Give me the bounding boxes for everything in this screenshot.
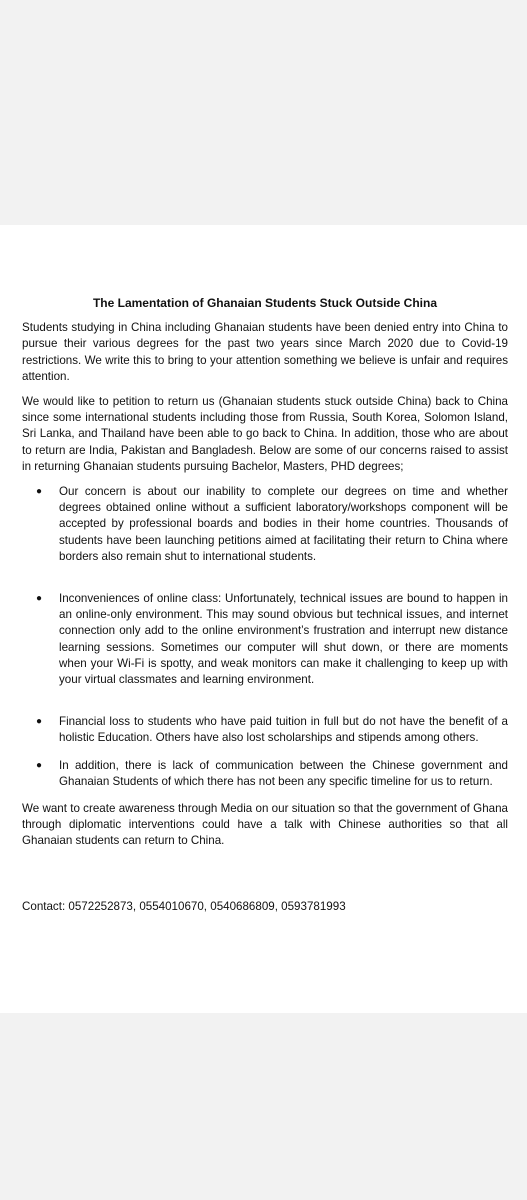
concern-text: In addition, there is lack of communication between the Chinese government and Ghanaian Students of which there has not been any specific timeline for us to return. [59, 758, 508, 788]
bullet-icon: ● [36, 759, 43, 771]
bullet-icon: ● [36, 716, 43, 728]
bullet-icon: ● [36, 593, 43, 605]
contact-line: Contact: 0572252873, 0554010670, 0540686809, 0593781993 [22, 899, 346, 913]
bullet-icon: ● [36, 486, 43, 498]
list-item [22, 714, 508, 746]
concerns-list [22, 484, 508, 790]
concern-text: Inconveniences of online class: Unfortunately, technical issues are bound to happen in an online-only environment. This may sound obvious but technical issues, and internet connection only add to the online environment’s frustration and interrupt new distance learning sessions. Sometimes our computer will shut down, or there are moments when your Wi-Fi is spotty, and weak monitors can make it challenging to keep up with your virtual classmates and learning environment. [59, 592, 508, 687]
closing-paragraph: We want to create awareness through Media on our situation so that the government of Ghana through diplomatic interventions could have a talk with Chinese authorities so that all Ghanaian students can return to China. [22, 802, 508, 848]
concern-text: Our concern is about our inability to complete our degrees on time and whether degrees obtained online without a sufficient laboratory/workshops component will be accepted by professional boards and bodies in their home countries. Thousands of students have been launching petitions aimed at facilitating their return to China where borders also remain shut to international students. [59, 485, 508, 563]
list-item [22, 484, 508, 565]
intro-paragraph: Students studying in China including Ghanaian students have been denied entry into China to pursue their various degrees for the past two years since March 2020 due to Covid-19 restrictions. We write this to bring to your attention something we believe is unfair and requires attention. [22, 321, 508, 383]
document-title: The Lamentation of Ghanaian Students Stuck Outside China [92, 296, 438, 310]
document-page [0, 225, 527, 1013]
list-item [22, 758, 508, 790]
list-item [22, 591, 508, 688]
petition-paragraph: We would like to petition to return us (Ghanaian students stuck outside China) back to China since some international students including those from Russia, South Korea, Solomon Island, Sri Lanka, and Thailand have been able to go back to China. In addition, those who are about to return are India, Pakistan and Bangladesh. Below are some of our concerns raised to assist in returning Ghanaian students pursuing Bachelor, Masters, PHD degrees; [22, 395, 508, 473]
top-margin [0, 0, 527, 225]
concern-text: Financial loss to students who have paid tuition in full but do not have the benefit of a holistic Education. Others have also lost scholarships and stipends among others. [59, 715, 508, 745]
document-content [22, 295, 508, 915]
bottom-margin [0, 1013, 527, 1200]
